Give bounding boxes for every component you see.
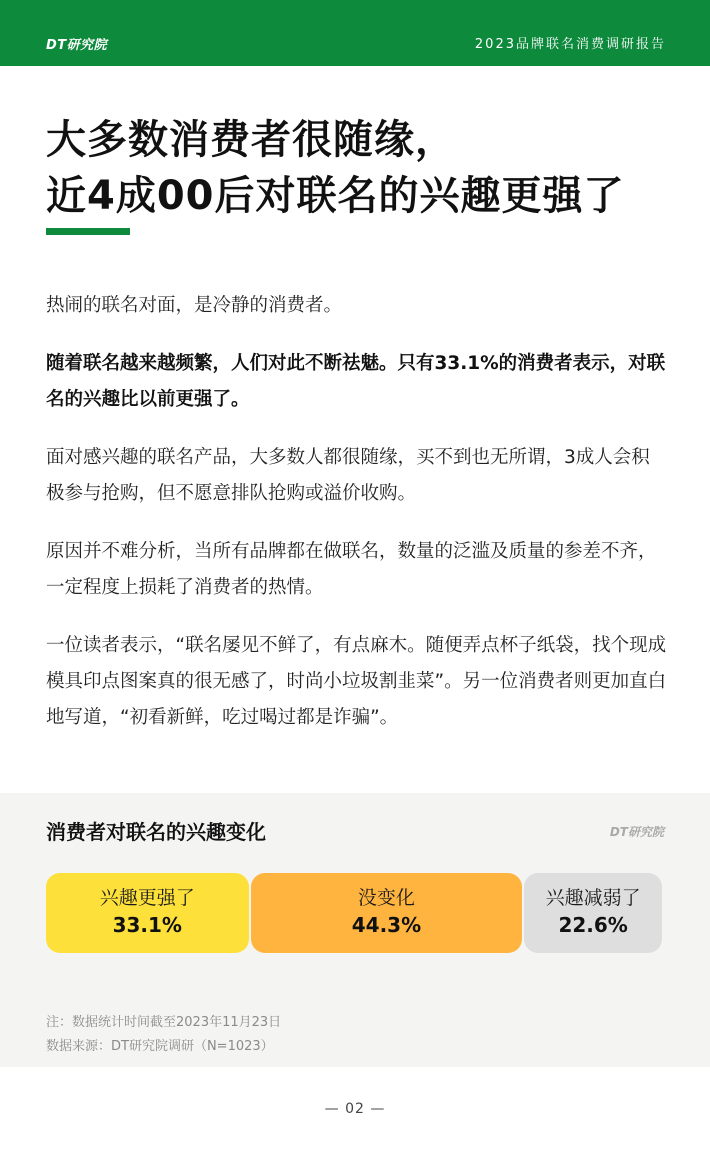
paragraph-3: 面对感兴趣的联名产品，大多数人都很随缘，买不到也无所谓，3成人会积极参与抢购，但不愿意排队抢购或溢价收购。: [46, 447, 650, 504]
segment-label: 兴趣更强了: [99, 887, 195, 909]
chart-watermark-logo: DT研究院: [609, 825, 664, 839]
header-bar: [0, 0, 710, 66]
segment-decreased: [524, 873, 662, 953]
headline-line-1: 大多数消费者很随缘，: [46, 117, 456, 163]
segment-increased: [46, 873, 249, 953]
page-headline: [46, 112, 686, 224]
headline-accent-bar: [46, 228, 130, 235]
interest-change-chart-panel: [0, 793, 710, 1067]
chart-title: 消费者对联名的兴趣变化: [46, 820, 266, 844]
segment-no-change: [251, 873, 523, 953]
paragraph-2-highlight: 随着联名越来越频繁，人们对此不断祛魅。只有33.1%的消费者表示，对联名的兴趣比以前更强了。: [46, 353, 666, 410]
page-number: — 02 —: [324, 1101, 386, 1117]
paragraph-4: 原因并不难分析，当所有品牌都在做联名，数量的泛滥及质量的参差不齐，一定程度上损耗了消费者的热情。: [46, 541, 657, 598]
segment-value: 44.3%: [351, 913, 422, 937]
paragraph-5: 一位读者表示，“联名屡见不鲜了，有点麻木。随便弄点杯子纸袋，找个现成模具印点图案真的很无感了，时尚小垃圾割韭菜”。另一位消费者则更加直白地写道，“初看新鲜，吃过喝过都是诈骗”。: [46, 635, 667, 728]
footnote-source: 数据来源：DT研究院调研（N=1023）: [46, 1039, 274, 1054]
segment-label: 没变化: [357, 887, 415, 909]
dt-logo: DT研究院: [46, 38, 108, 53]
segment-value: 33.1%: [112, 913, 182, 937]
footnote-date: 注：数据统计时间截至2023年11月23日: [46, 1015, 282, 1030]
segment-value: 22.6%: [558, 913, 628, 937]
article-body: [46, 288, 668, 758]
segment-label: 兴趣减弱了: [545, 887, 641, 909]
headline-line-2: 近4成00后对联名的兴趣更强了: [46, 173, 625, 219]
paragraph-1: 热闹的联名对面，是冷静的消费者。: [46, 295, 343, 316]
report-title: 2023品牌联名消费调研报告: [474, 37, 666, 52]
